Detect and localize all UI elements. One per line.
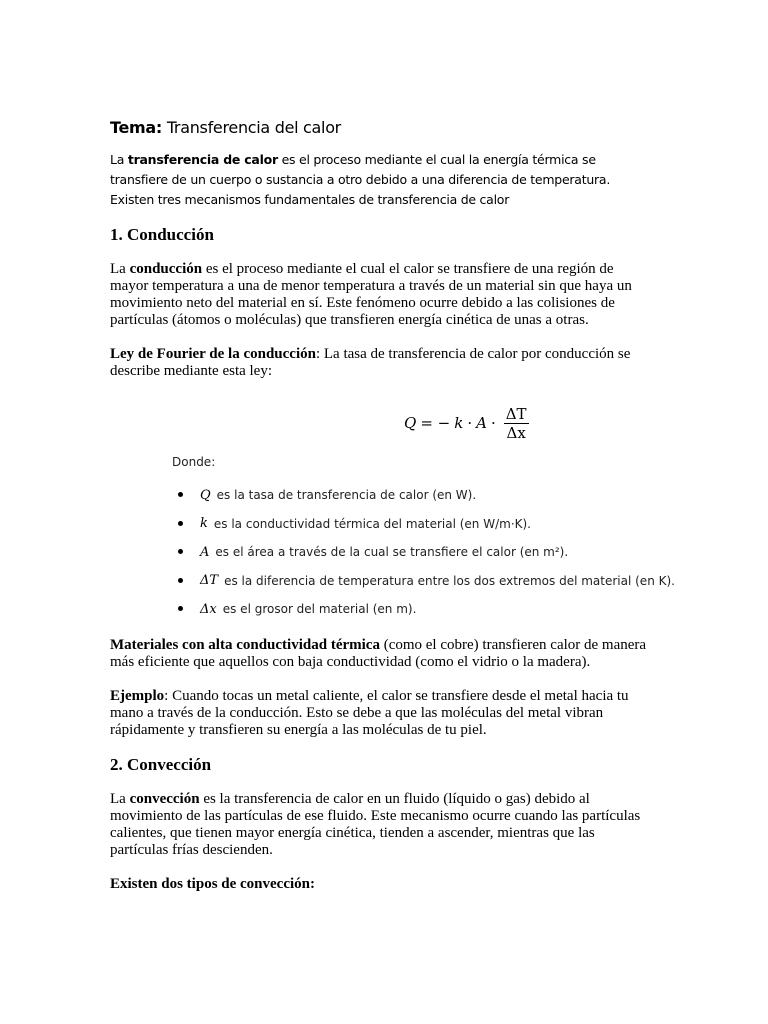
- conduccion-term: conducción: [129, 261, 203, 277]
- variable-symbol: ΔT: [200, 573, 219, 589]
- bullet-icon: [178, 492, 183, 497]
- conveccion-term: convección: [129, 791, 200, 807]
- formula-fraction: [504, 405, 529, 442]
- example-term: Ejemplo: [110, 688, 165, 704]
- title-text: Transferencia del calor: [166, 118, 341, 137]
- materials-term: Materiales con alta conductividad térmica: [110, 637, 380, 653]
- intro-term: transferencia de calor: [127, 152, 278, 167]
- variable-description: es el área a través de la cual se transfiere el calor (en m²).: [215, 545, 569, 560]
- list-item: [172, 481, 692, 510]
- conveccion-types-paragraph: [110, 876, 655, 893]
- formula-a: A: [476, 414, 487, 432]
- conveccion-rest: es la transferencia de calor en un fluido (líquido o gas) debido al movimiento de las partículas de ese fluido. Este mecanismo ocurre cuando las partículas calientes, que tienen mayor energía cinética, tienden a ascender, mientras que las partículas frías descienden.: [110, 791, 641, 858]
- list-item: [172, 567, 692, 596]
- list-item: [172, 538, 692, 567]
- formula-k: k: [454, 414, 464, 432]
- list-item: [172, 595, 692, 624]
- bullet-icon: [178, 521, 183, 526]
- conveccion-types: Existen dos tipos de convección:: [110, 876, 316, 892]
- materials-paragraph: [110, 637, 655, 671]
- intro-lead: La: [110, 152, 125, 167]
- variable-description: es la conductividad térmica del material (en W/m·K).: [213, 516, 531, 531]
- intro-rest-line1: es el proceso mediante el cual la energía térmica se: [281, 152, 596, 167]
- variables-list: [172, 481, 692, 624]
- variable-symbol: k: [200, 516, 208, 532]
- formula-dot-2: ·: [490, 414, 496, 432]
- fourier-formula: [404, 402, 529, 444]
- intro-line2: transfiere de un cuerpo o sustancia a otro debido a una diferencia de temperatura.: [110, 172, 611, 187]
- materials-rest: (como el cobre) transfieren calor de manera más eficiente que aquellos con baja conductividad (como el vidrio o la madera).: [110, 637, 647, 670]
- variable-symbol: Q: [200, 487, 211, 503]
- conduccion-lead: La: [110, 261, 126, 277]
- conduccion-paragraph: [110, 261, 655, 329]
- bullet-icon: [178, 578, 183, 583]
- formula-denominator: Δx: [506, 423, 526, 442]
- variable-description: es el grosor del material (en m).: [222, 602, 417, 617]
- example-rest: : Cuando tocas un metal caliente, el calor se transfiere desde el metal hacia tu mano a través de la conducción. Esto se debe a que las moléculas del metal vibran rápidamente y transfieren su energía a las moléculas de tu piel.: [110, 688, 629, 738]
- fourier-law-rest: : La tasa de transferencia de calor por conducción se describe mediante esta ley:: [110, 346, 631, 379]
- conveccion-lead: La: [110, 791, 126, 807]
- fourier-law-paragraph: [110, 346, 655, 380]
- formula-numerator: ΔT: [505, 404, 527, 423]
- list-item: [172, 510, 692, 539]
- conduccion-rest: es el proceso mediante el cual el calor se transfiere de una región de mayor temperatura a una de menor temperatura a través de un material sin que haya un movimiento neto del material en sí. Este fenómeno ocurre debido a las colisiones de partículas (átomos o moléculas) que transfieren energía cinética de unas a otras.: [110, 261, 632, 328]
- page-title: [110, 118, 341, 137]
- donde-label: Donde:: [172, 455, 216, 469]
- conveccion-paragraph: [110, 791, 655, 859]
- intro-paragraph: [110, 150, 670, 210]
- example-paragraph: [110, 688, 655, 739]
- formula-dot-1: ·: [467, 414, 473, 432]
- section-heading-conduccion: 1. Conducción: [110, 225, 214, 244]
- bullet-icon: [178, 606, 183, 611]
- formula-equals: = −: [420, 414, 451, 432]
- formula-q: Q: [404, 414, 417, 432]
- section-heading-conveccion: 2. Convección: [110, 755, 212, 774]
- variable-symbol: A: [200, 544, 210, 560]
- intro-line3: Existen tres mecanismos fundamentales de transferencia de calor: [110, 192, 510, 207]
- fourier-law-term: Ley de Fourier de la conducción: [110, 346, 316, 362]
- variable-description: es la tasa de transferencia de calor (en W).: [216, 488, 477, 503]
- title-label: Tema:: [110, 118, 163, 137]
- variables-block: [172, 455, 692, 624]
- variable-symbol: Δx: [200, 601, 217, 617]
- variable-description: es la diferencia de temperatura entre los dos extremos del material (en K).: [224, 573, 675, 588]
- bullet-icon: [178, 549, 183, 554]
